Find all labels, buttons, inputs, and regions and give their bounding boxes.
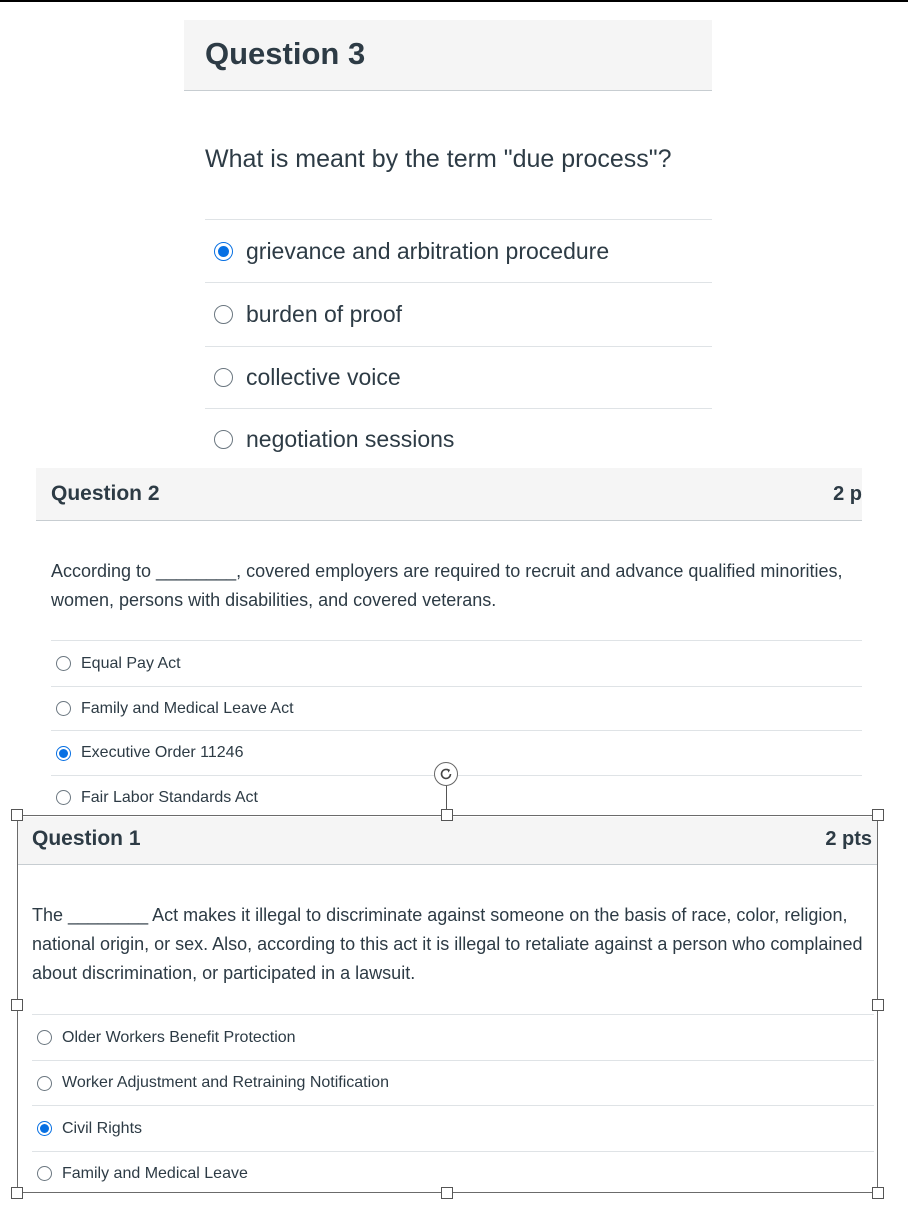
question-3-header (184, 20, 712, 91)
answer-label: Family and Medical Leave (62, 1164, 248, 1182)
resize-handle-bottom-left[interactable] (11, 1187, 23, 1199)
radio-button[interactable] (56, 790, 71, 805)
question-2-header (36, 468, 862, 521)
resize-handle-top-center[interactable] (441, 809, 453, 821)
radio-button[interactable] (214, 430, 233, 449)
radio-button[interactable] (37, 1030, 52, 1045)
answer-label: grievance and arbitration procedure (246, 237, 610, 264)
question-2-text: According to ________, covered employers are required to recruit and advance qualified minorities, women, persons with disabilities, and covered veterans. (51, 561, 843, 610)
question-1-text: The ________ Act makes it illegal to discriminate against someone on the basis of race, color, religion, national origin, or sex. Also, according to this act it is illegal to retaliate against a person who complained about discrimination, or participated in a lawsuit. (32, 905, 863, 983)
answer-label: negotiation sessions (246, 426, 455, 452)
resize-handle-bottom-center[interactable] (441, 1187, 453, 1199)
resize-handle-middle-left[interactable] (11, 999, 23, 1011)
question-1-answer[interactable] (32, 1151, 874, 1195)
question-3-title: Question 3 (205, 36, 366, 71)
radio-button[interactable] (37, 1076, 52, 1091)
rotate-arrow-icon (438, 766, 454, 782)
answer-label: burden of proof (246, 301, 403, 327)
radio-button[interactable] (56, 746, 71, 761)
question-1-answer[interactable] (32, 1060, 874, 1105)
rotate-handle-line (446, 783, 447, 810)
answer-label: Executive Order 11246 (81, 744, 244, 761)
answer-label: collective voice (246, 364, 401, 390)
question-3-answer[interactable] (205, 282, 712, 346)
question-1-answer[interactable] (32, 1014, 874, 1060)
question-2-answer[interactable] (51, 640, 862, 686)
question-3-answer[interactable] (205, 219, 712, 282)
radio-button[interactable] (214, 305, 233, 324)
resize-handle-top-left[interactable] (11, 809, 23, 821)
radio-button[interactable] (37, 1121, 52, 1136)
question-1-header (18, 817, 877, 865)
radio-button[interactable] (56, 701, 71, 716)
answer-label: Fair Labor Standards Act (81, 788, 258, 806)
question-2-title: Question 2 (51, 482, 160, 505)
answer-label: Worker Adjustment and Retraining Notification (62, 1074, 389, 1091)
question-3-text: What is meant by the term "due process"? (205, 145, 672, 173)
question-2-answer[interactable] (51, 775, 862, 819)
question-3-answer[interactable] (205, 346, 712, 408)
rotate-icon[interactable] (434, 762, 458, 786)
question-2-points: 2 p (833, 483, 862, 505)
radio-button[interactable] (214, 242, 233, 261)
question-1-answer[interactable] (32, 1105, 874, 1151)
radio-button[interactable] (56, 656, 71, 671)
answer-label: Equal Pay Act (81, 654, 181, 672)
resize-handle-bottom-right[interactable] (872, 1187, 884, 1199)
answer-label: Family and Medical Leave Act (81, 699, 294, 717)
question-3-answer[interactable] (205, 408, 712, 470)
resize-handle-middle-right[interactable] (872, 999, 884, 1011)
radio-button[interactable] (37, 1166, 52, 1181)
question-1-points: 2 pts (825, 828, 872, 850)
resize-handle-top-right[interactable] (872, 809, 884, 821)
radio-button[interactable] (214, 368, 233, 387)
question-1-title: Question 1 (32, 827, 141, 850)
question-2-answer[interactable] (51, 686, 862, 730)
top-border (0, 0, 908, 2)
answer-label: Civil Rights (62, 1119, 143, 1137)
answer-label: Older Workers Benefit Protection (62, 1028, 296, 1046)
